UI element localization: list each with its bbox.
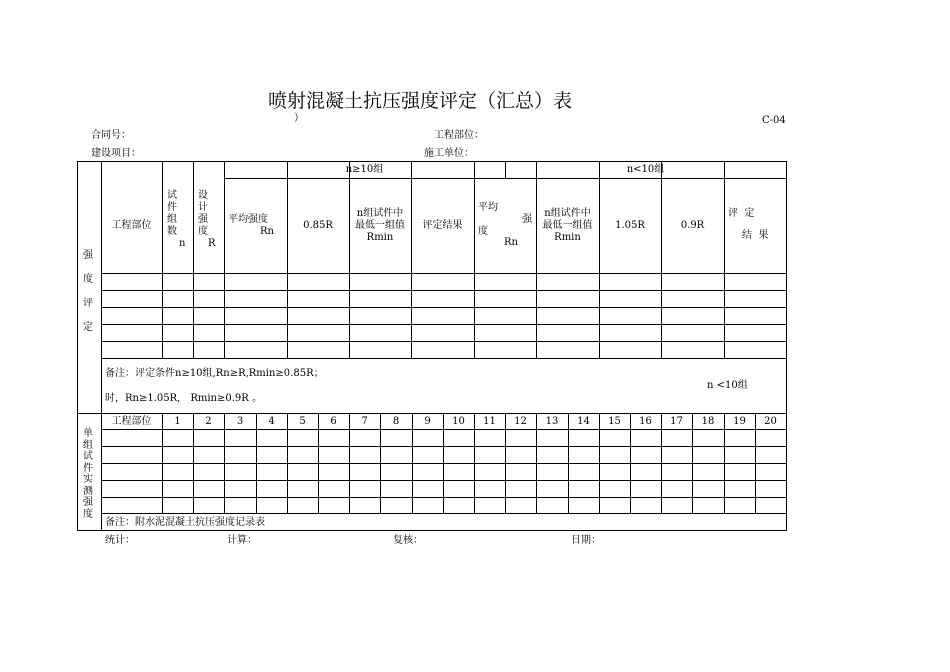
col-avg-lt10-b: 强: [522, 214, 532, 225]
remark-right: n <10组: [707, 380, 748, 391]
header-char: R: [208, 238, 216, 249]
number-header-cell: 5: [299, 415, 306, 427]
paren-mark: ）: [294, 113, 304, 124]
grid-line: [101, 497, 787, 498]
header-char: n: [179, 238, 186, 249]
side-char: 定: [83, 322, 93, 333]
number-header-cell: 20: [764, 415, 777, 427]
col-project-part: 工程部位: [111, 219, 152, 231]
header-char: 度: [198, 226, 208, 237]
grid-line: [101, 358, 787, 359]
col-avg-strength: [228, 214, 283, 238]
project-part-label: 工程部位：: [434, 130, 484, 141]
grid-line: [101, 341, 787, 342]
header-line: 结 果: [742, 230, 769, 241]
number-header-cell: 16: [639, 415, 652, 427]
side-char: 度: [83, 508, 93, 520]
grid-line: [77, 161, 78, 531]
header-line: 评 定: [728, 208, 755, 219]
col-09R: 0.9R: [680, 219, 705, 231]
header-line: 最低一组值: [542, 220, 593, 231]
grid-line: [77, 530, 787, 531]
header-line: Rmin: [366, 232, 394, 243]
number-header-cell: 14: [577, 415, 590, 427]
side-char: 试: [83, 451, 93, 462]
grid-line: [193, 161, 194, 359]
form-code: C-04: [762, 115, 786, 126]
side-char: 评: [83, 298, 93, 309]
grid-line: [724, 161, 725, 359]
grid-line: [101, 480, 787, 481]
construction-unit-label: 施工单位：: [424, 148, 474, 159]
col-085R: 0.85R: [303, 219, 333, 231]
number-header-cell: 9: [424, 415, 431, 427]
col-avg-lt10-d: Rn: [504, 237, 518, 248]
number-header-cell: 10: [452, 415, 465, 427]
strength-eval-side-label: [80, 246, 96, 342]
number-header-cell: 8: [392, 415, 400, 427]
remark-line2: 时，Rn≥1.05R, Rmin≥0.9R 。: [105, 393, 262, 404]
col-min-group-ge10: [349, 208, 411, 244]
col-avg-lt10-c: 度: [478, 226, 488, 237]
review-label: 复核：: [393, 535, 423, 546]
grid-line: [474, 161, 475, 359]
grid-line: [786, 161, 787, 531]
construction-project-label: 建设项目：: [91, 148, 141, 159]
header-line: n组试件中: [544, 208, 591, 219]
number-header-cell: 17: [670, 415, 683, 427]
group-ge10-header: n≥10组: [345, 164, 384, 175]
header-char: 计: [198, 202, 208, 213]
number-header-cell: 1: [174, 415, 181, 427]
side-char: 度: [83, 274, 93, 285]
grid-line: [101, 324, 787, 325]
header-char: 强: [198, 214, 208, 225]
number-header-cell: 12: [514, 415, 527, 427]
header-char: 试: [167, 190, 177, 201]
grid-line: [224, 161, 225, 359]
col-eval-result-lt10: [728, 208, 768, 242]
header-line: n组试件中: [356, 208, 404, 219]
number-header-cell: 11: [483, 415, 496, 427]
remark-line1: 备注：评定条件n≥10组,Rn≥R,Rmin≥0.85R；: [105, 368, 324, 379]
header-char: 组: [167, 214, 177, 225]
calc-label: 计算：: [227, 535, 257, 546]
col-105R: 1.05R: [615, 219, 645, 231]
number-header-cell: 13: [545, 415, 559, 427]
number-header-cell: 19: [733, 415, 746, 427]
bottom-col-project-part: 工程部位: [111, 415, 152, 427]
side-char: 组: [83, 439, 93, 451]
single-group-side-label: [80, 428, 96, 520]
grid-line: [101, 273, 787, 274]
side-char: 单: [83, 428, 93, 439]
number-header-cell: 18: [701, 415, 715, 427]
col-eval-result-ge10: 评定结果: [422, 219, 463, 231]
header-line: 最低一组值: [355, 220, 405, 231]
grid-line: [536, 161, 537, 359]
grid-line: [101, 513, 787, 514]
number-header-cell: 4: [268, 415, 275, 427]
number-header-cell: 3: [236, 415, 244, 427]
grid-line: [101, 307, 787, 308]
date-label: 日期：: [571, 535, 601, 546]
header-line: Rn: [260, 226, 274, 237]
side-char: 件: [83, 462, 93, 474]
page-title: 喷射混凝土抗压强度评定（汇总）表: [268, 90, 573, 112]
header-line: 平均强度: [228, 214, 268, 225]
col-specimen-groups: [167, 190, 187, 250]
side-char: 强: [83, 497, 93, 508]
number-header-cell: 6: [330, 415, 337, 427]
side-char: 强: [83, 250, 93, 261]
stats-label: 统计：: [105, 535, 135, 546]
grid-line: [101, 463, 787, 464]
col-min-group-lt10: [536, 208, 599, 244]
header-char: 设: [198, 190, 208, 201]
grid-line: [162, 161, 163, 359]
bottom-remark: 备注：附水泥混凝土抗压强度记录表: [105, 517, 265, 528]
col-avg-lt10-a: 平均: [478, 202, 498, 213]
grid-line: [349, 161, 350, 359]
number-header-cell: 7: [361, 415, 368, 427]
group-lt10-header: n<10组: [626, 164, 665, 175]
header-char: 数: [167, 226, 177, 237]
grid-line: [101, 429, 787, 430]
side-char: 实: [83, 474, 93, 485]
header-char: 件: [167, 202, 177, 213]
header-line: Rmin: [554, 232, 581, 243]
col-design-strength: [198, 190, 220, 250]
number-header-cell: 2: [205, 415, 212, 427]
grid-line: [101, 290, 787, 291]
grid-line: [101, 446, 787, 447]
side-char: 测: [83, 485, 93, 497]
contract-no-label: 合同号：: [91, 130, 131, 141]
number-header-cell: 15: [608, 415, 621, 427]
